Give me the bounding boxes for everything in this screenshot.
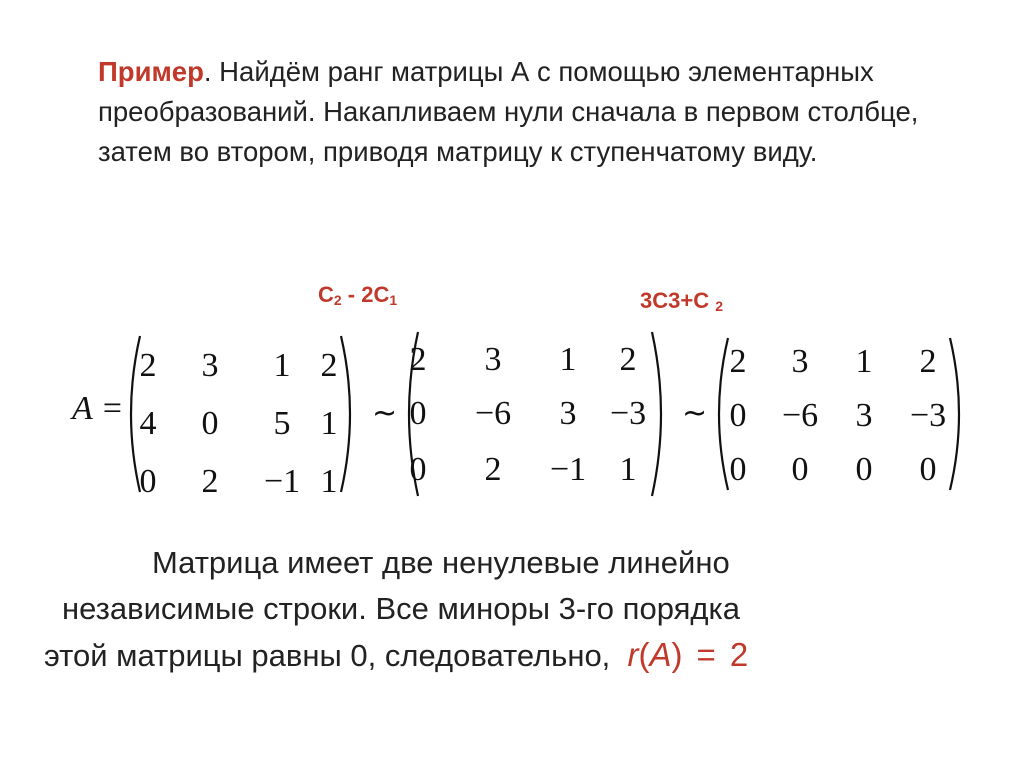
matrix-cell: 0 <box>791 451 809 488</box>
matrix-cell: −6 <box>475 395 512 432</box>
op2-text: 3C3+C <box>640 288 716 313</box>
intro-paragraph <box>98 52 958 172</box>
matrix-cell: 3 <box>791 343 809 380</box>
left-bracket <box>719 338 728 490</box>
matrix-cell: 2 <box>619 341 637 378</box>
matrix-cell: 0 <box>201 405 219 442</box>
matrix-cell: 2 <box>139 347 157 384</box>
conclusion-line-3 <box>40 632 980 679</box>
matrix-cell: 0 <box>919 451 937 488</box>
conclusion-line-1: Матрица имеет две ненулевые линейно <box>152 545 730 580</box>
matrix-cell: 4 <box>139 405 157 442</box>
op1-mid: - 2C <box>341 282 390 307</box>
matrix-cell: 2 <box>729 343 747 380</box>
intro-text: . Найдём ранг матрицы А с помощью элементарных преобразований. Накапливаем нули сначала в первом столбце, затем во втором, приводя матрицу к ступенчатому виду. <box>98 56 919 167</box>
matrix-cell: 3 <box>484 341 502 378</box>
conclusion-line-3-text: этой матрицы равны 0, следовательно, <box>44 638 611 673</box>
matrix-cell: 0 <box>729 451 747 488</box>
matrix-cell: 3 <box>559 395 577 432</box>
matrix-step-2-brackets <box>0 0 1 1</box>
rank-open-paren: ( <box>638 636 650 673</box>
row-operation-2 <box>640 288 723 314</box>
matrix-cell: 2 <box>484 451 502 488</box>
matrix-cell: 2 <box>201 463 219 500</box>
matrix-cell: 2 <box>919 343 937 380</box>
rank-value: 2 <box>729 636 749 673</box>
rank-equals: = <box>696 636 716 673</box>
op2-sub: 2 <box>715 298 724 314</box>
matrix-name-label: A = <box>72 390 124 427</box>
op1-sub2: 1 <box>389 292 398 308</box>
rank-matrix-name: A <box>649 636 672 673</box>
matrix-cell: 1 <box>619 451 637 488</box>
rank-close-paren: ) <box>671 636 683 673</box>
matrix-cell: 0 <box>855 451 873 488</box>
row-operation-1 <box>318 282 397 308</box>
matrix-cell: 5 <box>273 405 291 442</box>
matrix-cell: 0 <box>409 451 427 488</box>
matrix-cell: −3 <box>610 395 647 432</box>
matrix-cell: 1 <box>855 343 873 380</box>
matrix-cell: 3 <box>201 347 219 384</box>
matrix-cell: 1 <box>320 405 338 442</box>
rank-r: r <box>627 636 639 673</box>
right-bracket <box>950 338 959 490</box>
right-bracket <box>341 336 350 492</box>
op1-letter: C <box>318 282 334 307</box>
matrix-cell: 2 <box>409 341 427 378</box>
right-bracket <box>652 332 661 496</box>
matrix-cell: 3 <box>855 397 873 434</box>
equivalence-symbol-1: ~ <box>372 396 398 431</box>
op1-sub1: 2 <box>333 292 342 308</box>
matrix-cell: 1 <box>559 341 577 378</box>
matrix-cell: −3 <box>910 397 947 434</box>
matrix-cell: 0 <box>409 395 427 432</box>
matrix-cell: −6 <box>782 397 819 434</box>
equivalence-symbol-2: ~ <box>682 396 708 431</box>
example-label: Пример <box>98 56 204 87</box>
matrix-cell: 1 <box>273 347 291 384</box>
matrix-cell: 1 <box>320 463 338 500</box>
conclusion-line-2: независимые строки. Все миноры 3-го порядка <box>62 591 740 626</box>
matrix-cell: 0 <box>729 397 747 434</box>
matrix-cell: −1 <box>550 451 587 488</box>
matrix-cell: −1 <box>264 463 301 500</box>
matrix-cell: 2 <box>320 347 338 384</box>
conclusion-paragraph <box>40 540 980 679</box>
rank-formula <box>628 636 749 673</box>
matrix-cell: 0 <box>139 463 157 500</box>
